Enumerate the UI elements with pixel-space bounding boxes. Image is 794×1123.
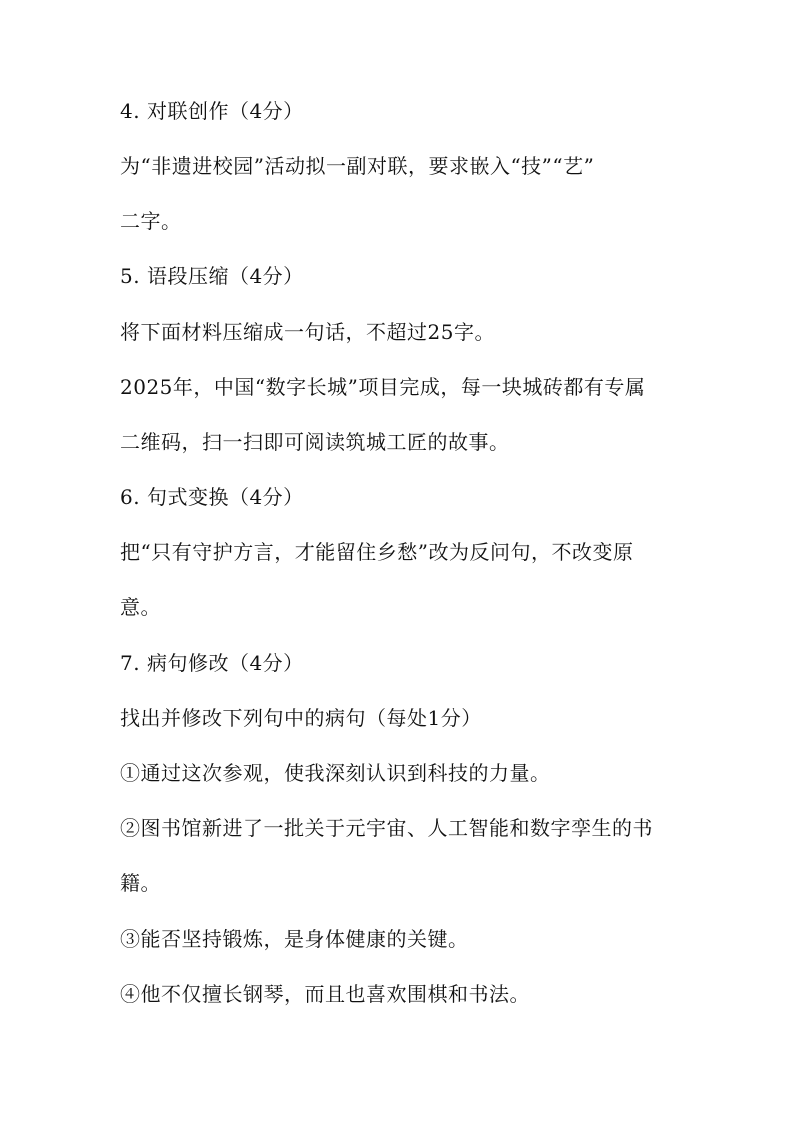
sentence-item-2-line-2: 籍。 xyxy=(120,871,161,895)
question-4-prompt-line-1: 为“非遗进校园”活动拟一副对联，要求嵌入“技”“艺” xyxy=(120,154,595,178)
question-4-heading: 4. 对联创作（4分） xyxy=(120,99,304,123)
sentence-item-2-line-1: ②图书馆新进了一批关于元宇宙、人工智能和数字孪生的书 xyxy=(120,816,653,840)
sentence-item-3: ③能否坚持锻炼，是身体健康的关键。 xyxy=(120,927,469,951)
question-5-material-line-1: 2025年，中国“数字长城”项目完成，每一块城砖都有专属 xyxy=(120,375,646,399)
question-7-heading: 7. 病句修改（4分） xyxy=(120,651,304,675)
question-6-prompt-line-2: 意。 xyxy=(120,595,161,619)
sentence-item-1: ①通过这次参观，使我深刻认识到科技的力量。 xyxy=(120,761,551,785)
question-5-instruction: 将下面材料压缩成一句话，不超过25字。 xyxy=(120,320,495,344)
question-6-heading: 6. 句式变换（4分） xyxy=(120,485,304,509)
question-5-heading: 5. 语段压缩（4分） xyxy=(120,264,304,288)
question-5-material-line-2: 二维码，扫一扫即可阅读筑城工匠的故事。 xyxy=(120,430,510,454)
question-6-prompt-line-1: 把“只有守护方言，才能留住乡愁”改为反问句，不改变原 xyxy=(120,540,634,564)
sentence-item-4: ④他不仅擅长钢琴，而且也喜欢围棋和书法。 xyxy=(120,982,530,1006)
question-7-instruction: 找出并修改下列句中的病句（每处1分） xyxy=(120,706,482,730)
question-4-prompt-line-2: 二字。 xyxy=(120,209,182,233)
